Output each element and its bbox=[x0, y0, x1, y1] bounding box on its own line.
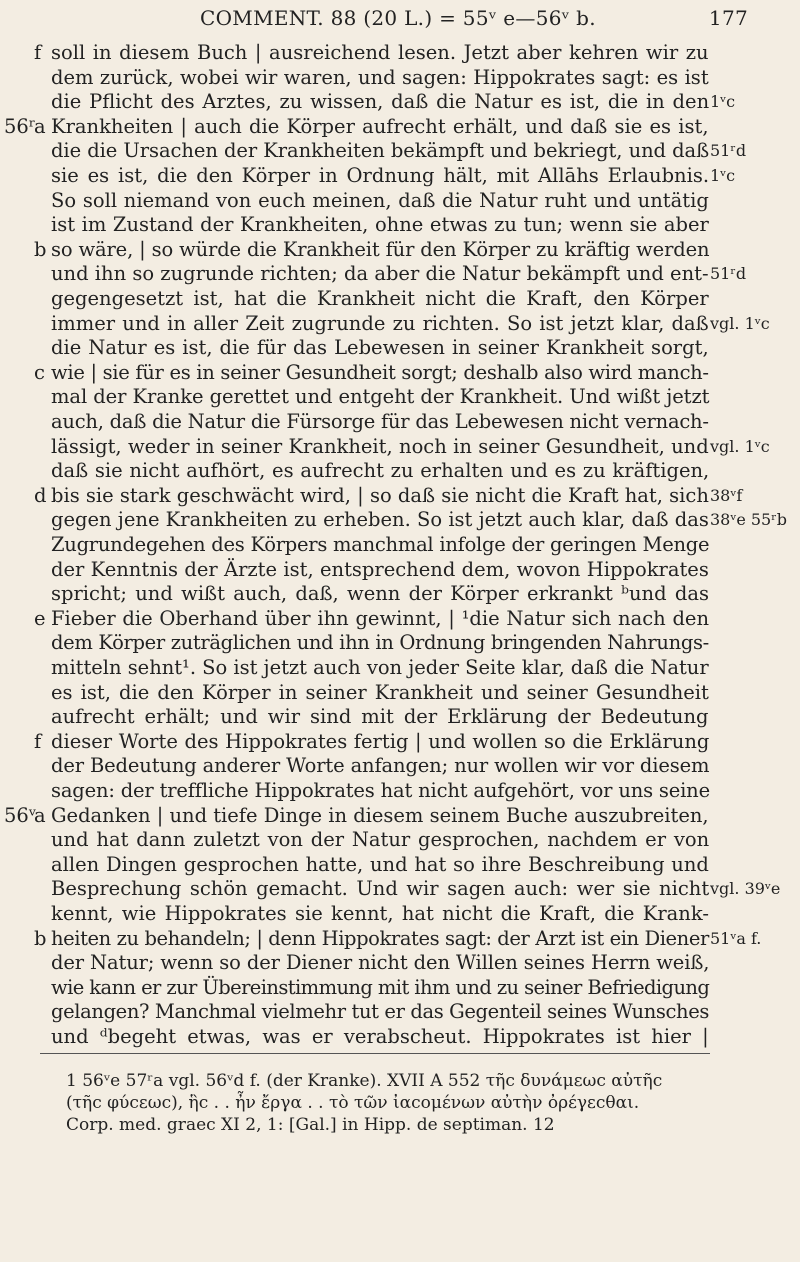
text-line bbox=[0, 704, 800, 729]
line-text: es ist, die den Körper in seiner Krankheit und seiner Gesundheit bbox=[51, 680, 709, 704]
line-text: dem Körper zuträglichen und ihn in Ordnung bringenden Nahrungs- bbox=[51, 631, 709, 655]
line-text: und ihn so zugrunde richten; da aber die Natur bekämpft und ent- bbox=[51, 262, 709, 286]
running-header bbox=[200, 6, 748, 30]
right-margin-ref: vgl. 1ᵛc bbox=[710, 313, 770, 333]
line-text: daß sie nicht aufhört, es aufrecht zu erhalten und es zu kräftigen, bbox=[51, 459, 710, 483]
text-line bbox=[0, 557, 800, 582]
text-line bbox=[0, 606, 800, 631]
line-text: allen Dingen gesprochen hatte, und hat so ihre Beschreibung und bbox=[51, 852, 709, 876]
right-margin-ref: 38ᵛe 55ʳb bbox=[710, 510, 788, 530]
line-text: ist im Zustand der Krankheiten, ohne etwas zu tun; wenn sie aber bbox=[51, 213, 709, 237]
section-letter: e bbox=[34, 606, 46, 630]
line-text: dem zurück, wobei wir waren, und sagen: Hippokrates sagt: es ist bbox=[51, 65, 709, 89]
line-text: Fieber die Oberhand über ihn gewinnt, | ¹die Natur sich nach den bbox=[51, 606, 710, 630]
line-text: Besprechung schön gemacht. Und wir sagen auch: wer sie nicht bbox=[51, 877, 710, 901]
running-title: COMMENT. 88 (20 L.) = 55ᵛ e—56ᵛ b. bbox=[200, 6, 596, 30]
text-line bbox=[0, 483, 800, 508]
line-text: wie kann er zur Übereinstimmung mit ihm und zu seiner Befriedigung bbox=[51, 975, 710, 999]
text-line bbox=[0, 384, 800, 409]
line-text: der Natur; wenn so der Diener nicht den Willen seines Herrn weiß, bbox=[51, 951, 710, 975]
text-line bbox=[0, 286, 800, 311]
text-line bbox=[0, 335, 800, 360]
text-line bbox=[0, 827, 800, 852]
line-text: der Kenntnis der Ärzte ist, entsprechend dem, wovon Hippokrates bbox=[51, 557, 709, 581]
line-text: mitteln sehnt¹. So ist jetzt auch von jeder Seite klar, daß die Natur bbox=[51, 656, 709, 679]
line-text: immer und in aller Zeit zugrunde zu richten. So ist jetzt klar, daß bbox=[51, 311, 709, 335]
line-text: gegen jene Krankheiten zu erheben. So ist jetzt auch klar, daß das bbox=[51, 508, 709, 532]
line-text: Krankheiten | auch die Körper aufrecht erhält, und daß sie es ist, bbox=[51, 114, 709, 138]
text-line bbox=[0, 803, 800, 828]
right-margin-ref: vgl. 1ᵛc bbox=[710, 436, 770, 456]
text-line bbox=[0, 40, 800, 65]
line-text: lässigt, weder in seiner Krankheit, noch in seiner Gesundheit, und bbox=[51, 434, 709, 458]
text-line bbox=[0, 999, 800, 1024]
text-line bbox=[0, 188, 800, 213]
section-letter: a bbox=[34, 114, 46, 138]
line-text: so wäre, | so würde die Krankheit für den Körper zu kräftig werden bbox=[51, 237, 710, 261]
text-line bbox=[0, 434, 800, 459]
line-text: bis sie stark geschwächt wird, | so daß sie nicht die Kraft hat, sich bbox=[51, 483, 709, 507]
text-line bbox=[0, 212, 800, 237]
line-text: die Natur es ist, die für das Lebewesen in seiner Krankheit sorgt, bbox=[51, 336, 709, 360]
text-line bbox=[0, 163, 800, 188]
text-line bbox=[0, 876, 800, 901]
folio-ref: 56ᵛ bbox=[4, 803, 37, 827]
line-text: wie | sie für es in seiner Gesundheit sorgt; deshalb also wird manch- bbox=[51, 360, 709, 384]
section-letter: c bbox=[34, 360, 45, 384]
footnotes bbox=[66, 1070, 716, 1136]
text-line bbox=[0, 655, 800, 680]
line-text: So soll niemand von euch meinen, daß die Natur ruht und untätig bbox=[51, 188, 709, 212]
text-line bbox=[0, 729, 800, 754]
text-line bbox=[0, 778, 800, 803]
right-margin-ref: 51ʳd bbox=[710, 264, 747, 284]
folio-ref: 56ʳ bbox=[4, 114, 36, 138]
text-line bbox=[0, 89, 800, 114]
text-line bbox=[0, 261, 800, 286]
text-line bbox=[0, 630, 800, 655]
line-text: aufrecht erhält; und wir sind mit der Erklärung der Bedeutung bbox=[51, 705, 709, 729]
section-letter: f bbox=[34, 41, 42, 64]
section-letter: b bbox=[34, 926, 47, 950]
line-text: heiten zu behandeln; | denn Hippokrates sagt: der Arzt ist ein Diener bbox=[51, 926, 709, 950]
text-line bbox=[0, 360, 800, 385]
text-line bbox=[0, 581, 800, 606]
text-line bbox=[0, 680, 800, 705]
footnote-divider bbox=[40, 1053, 710, 1054]
line-text: auch, daß die Natur die Fürsorge für das Lebewesen nicht vernach- bbox=[51, 410, 709, 433]
text-line bbox=[0, 311, 800, 336]
text-line bbox=[0, 507, 800, 532]
text-line bbox=[0, 114, 800, 139]
footnote-line: 1 56ᵛe 57ʳa vgl. 56ᵛd f. (der Kranke). XVII A 552 τῆϲ δυνάμεωϲ αὐτῆϲ bbox=[66, 1071, 663, 1091]
text-line bbox=[0, 458, 800, 483]
text-line bbox=[0, 409, 800, 434]
section-letter: a bbox=[34, 803, 46, 827]
line-text: kennt, wie Hippokrates sie kennt, hat nicht die Kraft, die Krank- bbox=[51, 902, 709, 925]
section-letter: f bbox=[34, 729, 42, 753]
line-text: sagen: der treffliche Hippokrates hat nicht aufgehört, vor uns seine bbox=[51, 779, 710, 802]
text-line bbox=[0, 901, 800, 926]
section-letter: d bbox=[34, 483, 47, 507]
text-line bbox=[0, 138, 800, 163]
right-margin-ref: 38ᵛf bbox=[710, 485, 743, 505]
line-text: sie es ist, die den Körper in Ordnung hält, mit Allāhs Erlaubnis. bbox=[51, 164, 710, 187]
right-margin-ref: 1ᵛc bbox=[710, 92, 736, 112]
line-text: der Bedeutung anderer Worte anfangen; nur wollen wir vor diesem bbox=[51, 754, 710, 778]
footnote-line: Corp. med. graec XI 2, 1: [Gal.] in Hipp. de septiman. 12 bbox=[66, 1115, 555, 1135]
text-line bbox=[0, 237, 800, 262]
right-margin-ref: vgl. 39ᵛe bbox=[710, 879, 781, 899]
line-text: soll in diesem Buch | ausreichend lesen. Jetzt aber kehren wir zu bbox=[51, 41, 709, 64]
right-margin-ref: 51ʳd bbox=[710, 141, 747, 161]
text-line bbox=[0, 852, 800, 877]
text-line bbox=[0, 950, 800, 975]
text-line bbox=[0, 753, 800, 778]
line-text: gegengesetzt ist, hat die Krankheit nicht die Kraft, den Körper bbox=[51, 287, 709, 310]
text-line bbox=[0, 975, 800, 1000]
line-text: Zugrundegehen des Körpers manchmal infolge der geringen Menge bbox=[51, 533, 710, 556]
line-text: dieser Worte des Hippokrates fertig | und wollen so die Erklärung bbox=[51, 729, 710, 753]
text-line bbox=[0, 532, 800, 557]
page-number: 177 bbox=[708, 6, 748, 30]
line-text: und ᵈbegeht etwas, was er verabscheut. Hippokrates ist hier | bbox=[51, 1025, 709, 1048]
right-margin-ref: 51ᵛa f. bbox=[710, 928, 762, 948]
line-text: spricht; und wißt auch, daß, wenn der Körper erkrankt ᵇund das bbox=[51, 582, 709, 606]
footnote-line: (τῆϲ φύϲεωϲ), ἣϲ . . ἦν ἔργα . . τὸ τῶν ἰαϲομένων αὐτὴν ὀρέγεϲθαι. bbox=[66, 1093, 640, 1113]
text-line bbox=[0, 65, 800, 90]
line-text: Gedanken | und tiefe Dinge in diesem seinem Buche auszubreiten, bbox=[51, 803, 709, 827]
section-letter: b bbox=[34, 237, 47, 261]
line-text: gelangen? Manchmal vielmehr tut er das Gegenteil seines Wunsches bbox=[51, 1000, 710, 1024]
line-text: die Pflicht des Arztes, zu wissen, daß die Natur es ist, die in den bbox=[51, 90, 710, 114]
line-text: mal der Kranke gerettet und entgeht der Krankheit. Und wißt jetzt bbox=[51, 385, 710, 409]
right-margin-ref: 1ᵛc bbox=[710, 166, 736, 185]
text-line bbox=[0, 926, 800, 951]
line-text: und hat dann zuletzt von der Natur gesprochen, nachdem er von bbox=[51, 828, 710, 852]
line-text: die die Ursachen der Krankheiten bekämpft und bekriegt, und daß bbox=[51, 139, 710, 163]
text-line bbox=[0, 1024, 800, 1049]
